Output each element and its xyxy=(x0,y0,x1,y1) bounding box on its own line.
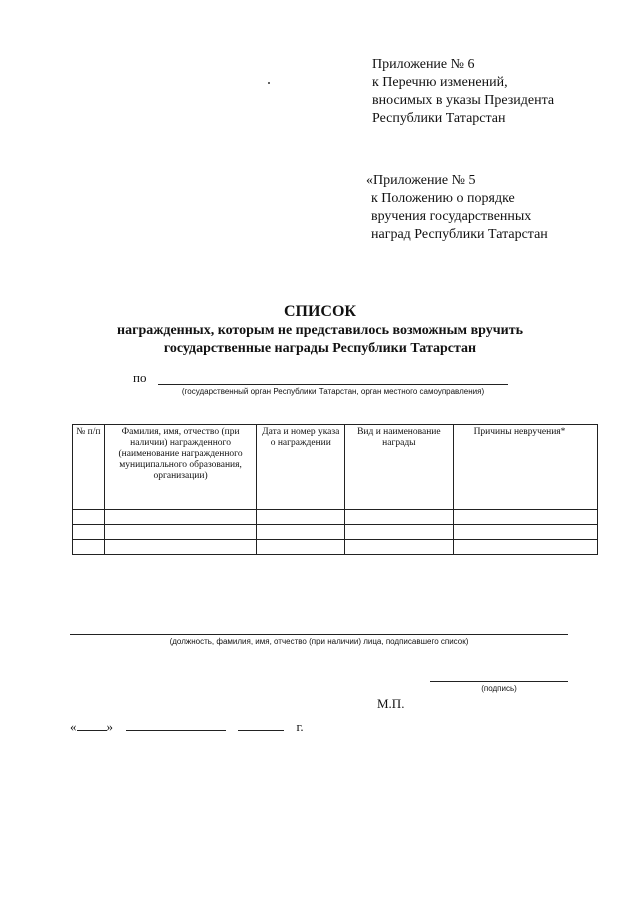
date-field xyxy=(70,718,304,735)
title-line-1: награжденных, которым не представилось возможным вручить xyxy=(117,323,523,338)
table-cell[interactable] xyxy=(104,510,257,525)
table-row xyxy=(73,525,598,540)
table-cell[interactable] xyxy=(345,540,453,555)
table-cell[interactable] xyxy=(104,540,257,555)
header-number: № п/п xyxy=(73,425,105,510)
month-blank[interactable] xyxy=(126,718,226,731)
table-row xyxy=(73,510,598,525)
annex-5-line-2: к Положению о порядке xyxy=(371,191,515,206)
year-suffix: г. xyxy=(296,719,304,734)
table-cell[interactable] xyxy=(73,525,105,540)
annex-6-line-2: к Перечню изменений, xyxy=(372,75,508,90)
annex-6-line-3: вносимых в указы Президента xyxy=(372,93,555,108)
table-cell[interactable] xyxy=(257,525,345,540)
table-cell[interactable] xyxy=(104,525,257,540)
signature-field-line[interactable] xyxy=(430,681,568,682)
signature-caption: (подпись) xyxy=(481,684,517,693)
annex-6-line-1: Приложение № 6 xyxy=(372,57,475,72)
annex-5-line-1: «Приложение № 5 xyxy=(366,173,476,188)
table-cell[interactable] xyxy=(345,510,453,525)
date-close-quote: » xyxy=(106,719,113,734)
header-reasons: Причины невручения* xyxy=(453,425,597,510)
table-cell[interactable] xyxy=(73,540,105,555)
day-blank[interactable] xyxy=(77,718,107,731)
table-cell[interactable] xyxy=(453,510,597,525)
header-full-name: Фамилия, имя, отчество (при наличии) награжденного (наименование награжденного муниципального образования, организации) xyxy=(104,425,257,510)
issuer-label: по xyxy=(133,370,147,385)
year-blank[interactable] xyxy=(238,718,284,731)
document-title xyxy=(60,302,580,358)
annex-5-line-3: вручения государственных xyxy=(371,209,532,224)
signatory-field-line[interactable] xyxy=(70,634,568,635)
table-cell[interactable] xyxy=(257,510,345,525)
annex-5-header xyxy=(366,172,548,244)
annex-5-line-4: наград Республики Татарстан xyxy=(371,227,548,242)
table-cell[interactable] xyxy=(453,525,597,540)
header-decree: Дата и номер указа о награждении xyxy=(257,425,345,510)
table-header-row xyxy=(73,425,598,510)
annex-6-line-4: Республики Татарстан xyxy=(372,111,506,126)
issuer-field-line[interactable] xyxy=(158,384,508,385)
annex-6-header xyxy=(372,56,554,128)
table-row xyxy=(73,540,598,555)
title-line-2: государственные награды Республики Татарстан xyxy=(163,341,477,356)
table-cell[interactable] xyxy=(73,510,105,525)
table-cell[interactable] xyxy=(345,525,453,540)
table-cell[interactable] xyxy=(257,540,345,555)
signatory-caption: (должность, фамилия, имя, отчество (при наличии) лица, подписавшего список) xyxy=(169,637,469,646)
table-cell[interactable] xyxy=(453,540,597,555)
stamp-label: М.П. xyxy=(377,696,405,711)
issuer-caption: (государственный орган Республики Татарстан, орган местного самоуправления) xyxy=(181,387,485,396)
header-award-type: Вид и наименование награды xyxy=(345,425,453,510)
title-heading: СПИСОК xyxy=(283,303,357,320)
awardees-table xyxy=(72,424,598,555)
scan-speck xyxy=(268,82,270,84)
date-open-quote: « xyxy=(70,719,77,734)
